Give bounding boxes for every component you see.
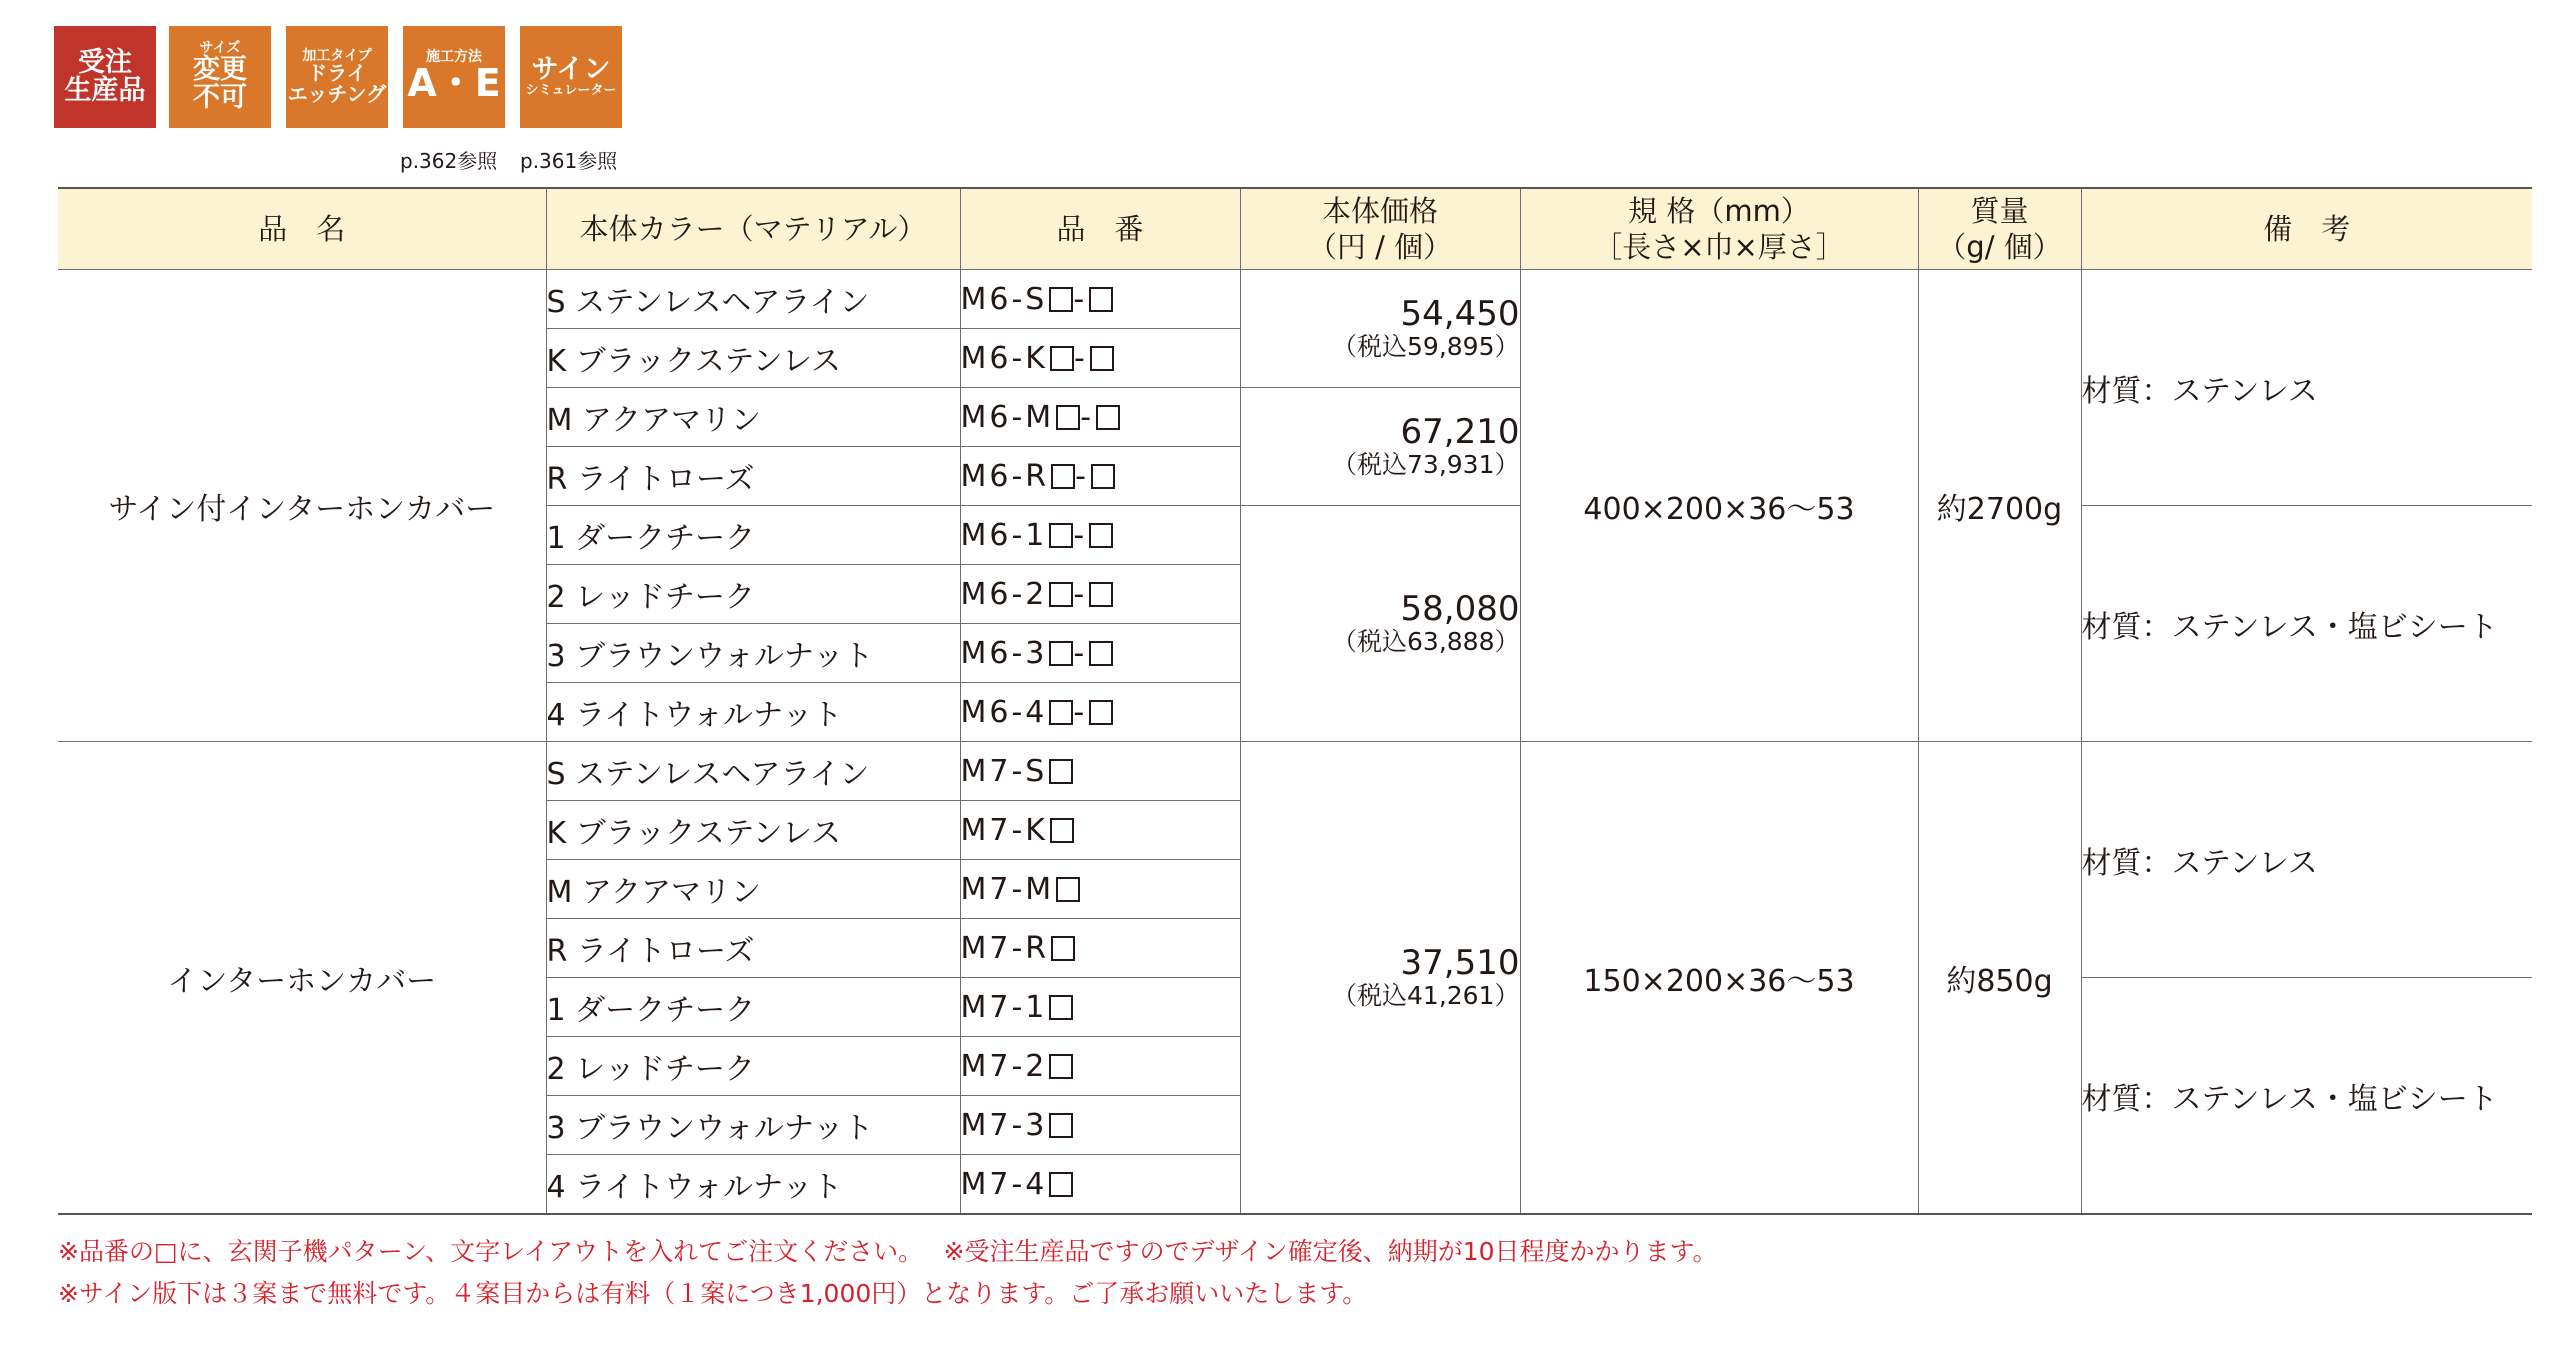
blank-box-icon xyxy=(1089,641,1113,666)
page-ref-362[interactable]: p.362参照 xyxy=(400,149,498,173)
header-price xyxy=(1240,188,1520,270)
code-suffix: - xyxy=(1075,458,1089,494)
price-tax: （税込59,895） xyxy=(1332,332,1520,362)
code-cell xyxy=(960,801,1240,860)
code-text: M6-K xyxy=(960,340,1048,376)
badge-line: 不可 xyxy=(193,82,247,114)
code-cell xyxy=(960,624,1240,683)
note-cell: 材質：ステンレス・塩ビシート xyxy=(2081,978,2532,1215)
badge-line: 施工方法 xyxy=(426,48,482,65)
price-cell xyxy=(1240,742,1520,1215)
code-suffix: - xyxy=(1080,399,1095,435)
code-cell xyxy=(960,860,1240,919)
code-suffix: - xyxy=(1073,635,1088,671)
badge-line: エッチング xyxy=(287,82,387,107)
color-cell: K ブラックステンレス xyxy=(546,329,960,388)
color-cell: 4 ライトウォルナット xyxy=(546,683,960,742)
spec-cell: 400×200×36〜53 xyxy=(1520,270,1918,742)
color-cell: 1 ダークチーク xyxy=(546,506,960,565)
code-text: M6-3 xyxy=(960,635,1048,671)
code-cell xyxy=(960,388,1240,447)
badge-line: シミュレーター xyxy=(525,83,617,99)
code-text: M6-2 xyxy=(960,576,1048,612)
price-cell xyxy=(1240,388,1520,506)
badge-sign-simulator xyxy=(520,26,622,128)
badge-line: A・E xyxy=(407,61,501,106)
code-cell xyxy=(960,683,1240,742)
header-weight-line2: （g/ 個） xyxy=(1937,230,2062,264)
color-cell: S ステンレスヘアライン xyxy=(546,270,960,329)
code-text: M6-R xyxy=(960,458,1050,494)
price-value: 37,510 xyxy=(1400,943,1520,984)
blank-box-icon xyxy=(1049,995,1073,1020)
header-weight-line1: 質量 xyxy=(1970,193,2029,228)
color-cell: M アクアマリン xyxy=(546,388,960,447)
blank-box-icon xyxy=(1090,346,1114,371)
code-cell xyxy=(960,565,1240,624)
weight-cell: 約2700g xyxy=(1918,270,2081,742)
badge-line: 受注 xyxy=(78,46,132,78)
code-text: M6-S xyxy=(960,281,1048,317)
code-text: M7-R xyxy=(960,930,1050,966)
blank-box-icon xyxy=(1056,405,1080,430)
badge-line: サイン xyxy=(531,54,611,85)
badge-line: サイズ xyxy=(199,40,241,57)
header-weight xyxy=(1918,188,2081,270)
blank-box-icon xyxy=(1049,1113,1073,1138)
badge-line: ドライ xyxy=(307,61,367,86)
weight-cell: 約850g xyxy=(1918,742,2081,1215)
blank-box-icon xyxy=(1096,405,1120,430)
code-text: M7-M xyxy=(960,871,1055,907)
blank-box-icon xyxy=(1089,287,1113,312)
color-cell: 2 レッドチーク xyxy=(546,565,960,624)
code-cell xyxy=(960,329,1240,388)
blank-box-icon xyxy=(1089,523,1113,548)
price-cell xyxy=(1240,506,1520,742)
code-cell xyxy=(960,270,1240,329)
color-cell: R ライトローズ xyxy=(546,447,960,506)
color-cell: 4 ライトウォルナット xyxy=(546,1155,960,1215)
price-value: 54,450 xyxy=(1400,294,1520,335)
header-spec-line1: 規 格（mm） xyxy=(1628,193,1810,228)
color-cell: R ライトローズ xyxy=(546,919,960,978)
product-spec-table xyxy=(58,187,2532,1215)
blank-box-icon xyxy=(1049,1054,1073,1079)
code-cell xyxy=(960,1037,1240,1096)
badge-size-fixed xyxy=(169,26,271,128)
code-text: M7-S xyxy=(960,753,1048,789)
code-text: M7-1 xyxy=(960,989,1048,1025)
code-cell xyxy=(960,742,1240,801)
header-spec-line2: ［長さ×巾×厚さ］ xyxy=(1593,230,1845,264)
badge-line: 生産品 xyxy=(64,75,146,106)
blank-box-icon xyxy=(1049,523,1073,548)
header-price-line2: （円 / 個） xyxy=(1307,230,1453,264)
blank-box-icon xyxy=(1049,641,1073,666)
spec-cell: 150×200×36〜53 xyxy=(1520,742,1918,1215)
badge-made-to-order xyxy=(54,26,156,128)
header-spec xyxy=(1520,188,1918,270)
code-cell xyxy=(960,506,1240,565)
code-text: M7-2 xyxy=(960,1048,1048,1084)
color-cell: K ブラックステンレス xyxy=(546,801,960,860)
note-cell: 材質：ステンレス xyxy=(2081,270,2532,506)
code-text: M6-M xyxy=(960,399,1055,435)
table-row xyxy=(58,270,2532,329)
badge-dry-etching xyxy=(286,26,388,128)
code-cell xyxy=(960,919,1240,978)
blank-box-icon xyxy=(1051,936,1075,961)
badge-line: 加工タイプ xyxy=(302,47,372,64)
badge-line: 変更 xyxy=(193,54,247,85)
code-text: M6-4 xyxy=(960,694,1048,730)
blank-box-icon xyxy=(1091,464,1115,489)
product-name: インターホンカバー xyxy=(58,742,546,1215)
blank-box-icon xyxy=(1049,582,1073,607)
code-cell xyxy=(960,447,1240,506)
blank-box-icon xyxy=(1089,700,1113,725)
code-text: M7-3 xyxy=(960,1107,1048,1143)
blank-box-icon xyxy=(1056,877,1080,902)
blank-box-icon xyxy=(1049,1172,1073,1197)
blank-box-icon xyxy=(1049,759,1073,784)
badge-install-method xyxy=(403,26,505,128)
code-suffix: - xyxy=(1073,517,1088,553)
price-tax: （税込41,261） xyxy=(1332,981,1520,1011)
price-value: 58,080 xyxy=(1400,589,1520,630)
header-notes: 備 考 xyxy=(2081,188,2532,270)
table-row xyxy=(58,742,2532,801)
page-ref-361[interactable]: p.361参照 xyxy=(520,149,618,173)
blank-box-icon xyxy=(1050,818,1074,843)
table-header-row xyxy=(58,188,2532,270)
color-cell: 3 ブラウンウォルナット xyxy=(546,1096,960,1155)
code-text: M7-K xyxy=(960,812,1048,848)
code-cell xyxy=(960,978,1240,1037)
color-cell: 2 レッドチーク xyxy=(546,1037,960,1096)
code-text: M6-1 xyxy=(960,517,1048,553)
price-cell xyxy=(1240,270,1520,388)
code-text: M7-4 xyxy=(960,1166,1048,1202)
price-value: 67,210 xyxy=(1400,412,1520,453)
footnote-line-1: ※品番の□に、玄関子機パターン、文字レイアウトを入れてご注文ください。 ※受注生産品ですのでデザイン確定後、納期が10日程度かかります。 xyxy=(58,1237,1718,1266)
price-tax: （税込73,931） xyxy=(1332,450,1520,480)
color-cell: S ステンレスヘアライン xyxy=(546,742,960,801)
header-color: 本体カラー（マテリアル） xyxy=(546,188,960,270)
price-tax: （税込63,888） xyxy=(1332,627,1520,657)
blank-box-icon xyxy=(1051,464,1075,489)
blank-box-icon xyxy=(1050,346,1074,371)
footnote-line-2: ※サイン版下は３案まで無料です。４案目からは有料（１案につき1,000円）となります。ご了承お願いいたします。 xyxy=(58,1279,1368,1308)
blank-box-icon xyxy=(1049,287,1073,312)
blank-box-icon xyxy=(1049,700,1073,725)
color-cell: M アクアマリン xyxy=(546,860,960,919)
blank-box-icon xyxy=(1089,582,1113,607)
code-cell xyxy=(960,1096,1240,1155)
code-suffix: - xyxy=(1073,281,1088,317)
color-cell: 1 ダークチーク xyxy=(546,978,960,1037)
note-cell: 材質：ステンレス xyxy=(2081,742,2532,978)
code-suffix: - xyxy=(1073,694,1088,730)
header-name: 品 名 xyxy=(58,188,546,270)
note-cell: 材質：ステンレス・塩ビシート xyxy=(2081,506,2532,742)
code-cell xyxy=(960,1155,1240,1215)
header-code: 品 番 xyxy=(960,188,1240,270)
code-suffix: - xyxy=(1073,576,1088,612)
header-price-line1: 本体価格 xyxy=(1321,193,1438,228)
product-name: サイン付インターホンカバー xyxy=(58,270,546,742)
color-cell: 3 ブラウンウォルナット xyxy=(546,624,960,683)
code-suffix: - xyxy=(1073,340,1088,376)
